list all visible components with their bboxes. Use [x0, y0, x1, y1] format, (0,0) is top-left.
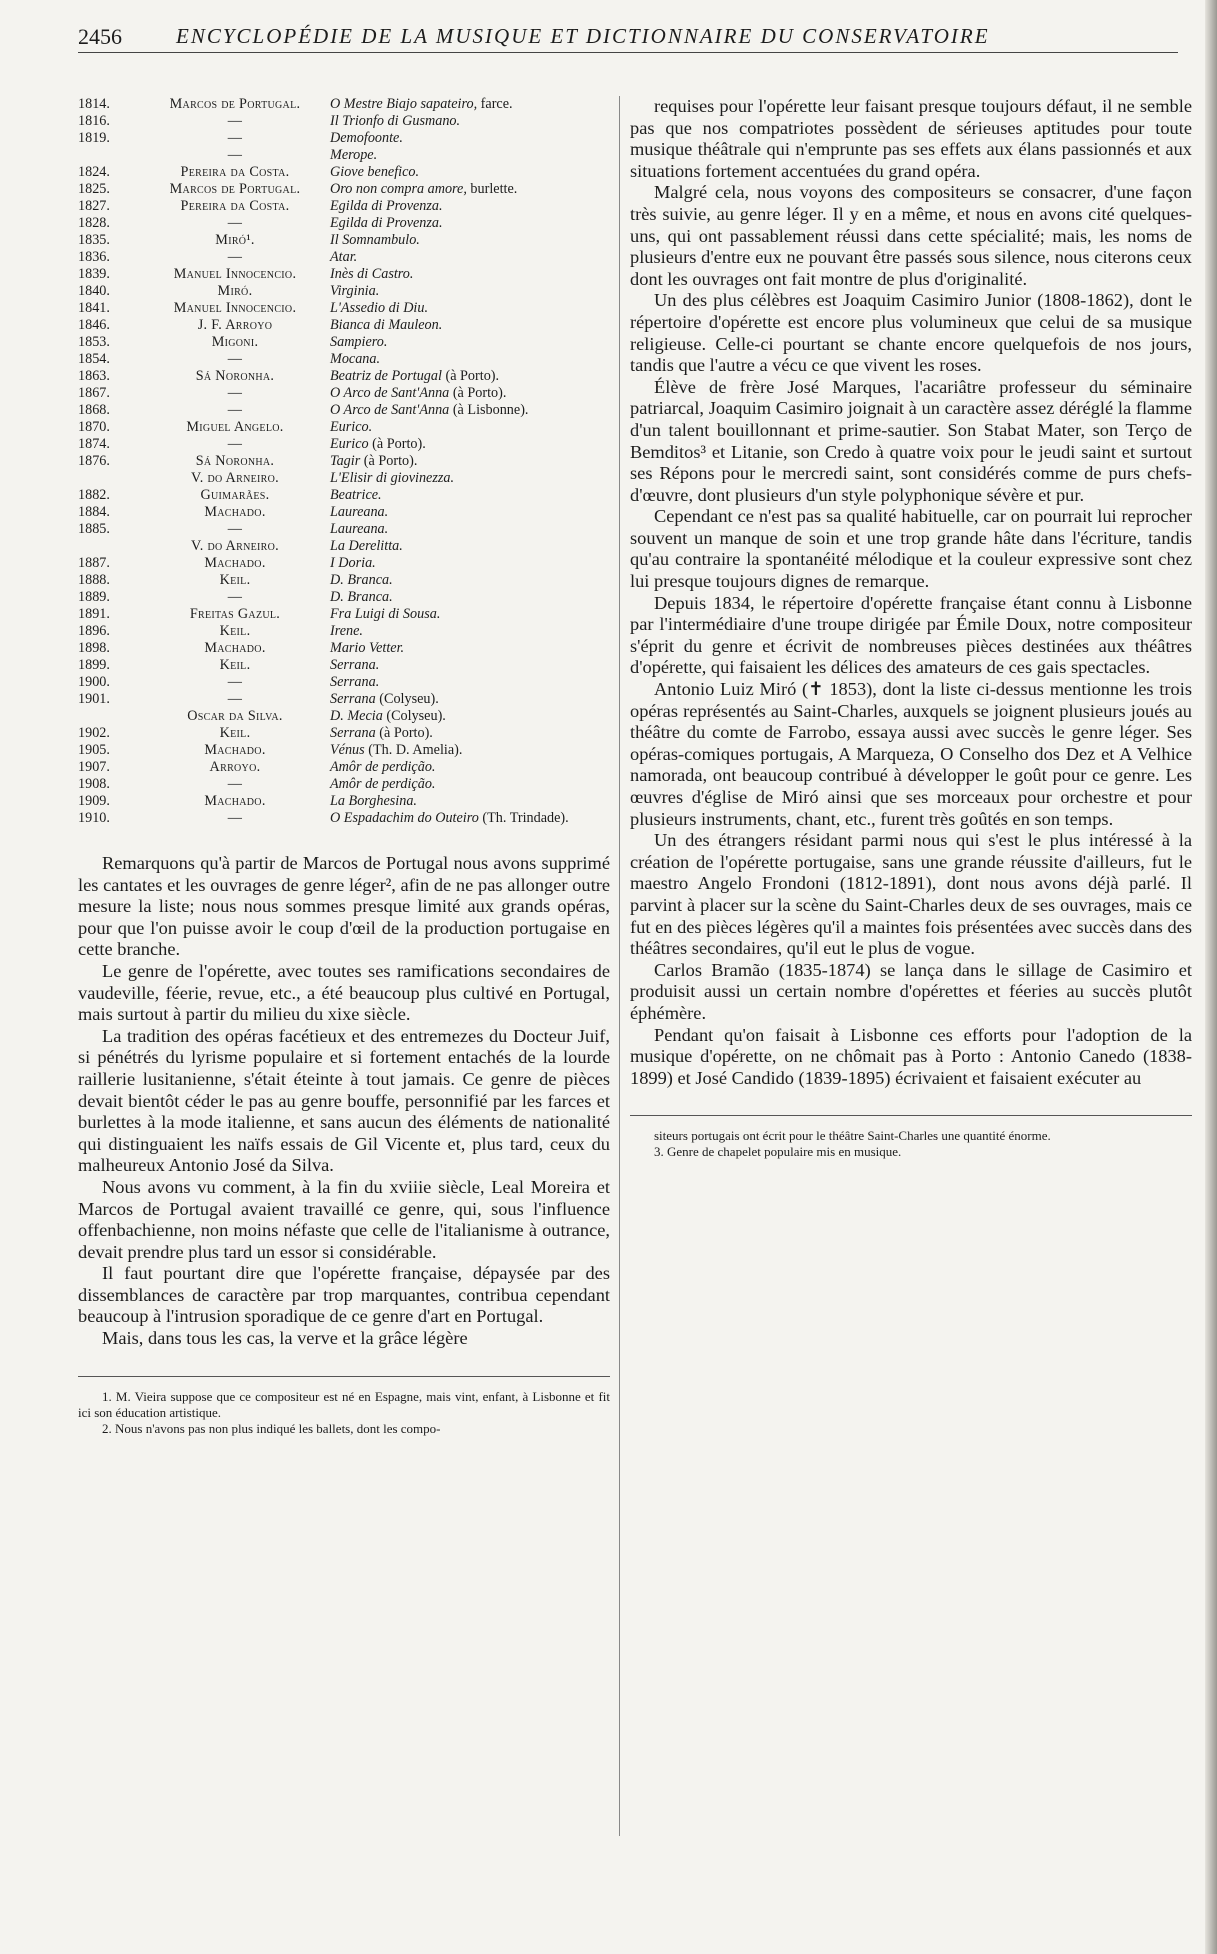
- work-title-cell: [330, 572, 610, 589]
- work-year: 1814.: [78, 96, 110, 112]
- work-title: Amôr de perdição.: [330, 776, 436, 792]
- work-title: O Mestre Biajo sapateiro,: [330, 96, 478, 112]
- work-year: 1907.: [78, 759, 110, 775]
- work-composer: Pereira da Costa.: [180, 164, 290, 180]
- work-row: [78, 742, 610, 759]
- work-year: [78, 470, 140, 487]
- work-title: Amôr de perdição.: [330, 759, 436, 775]
- work-title-cell: [330, 351, 610, 368]
- work-title-cell: [330, 164, 610, 181]
- work-note: (Colyseu).: [375, 691, 439, 707]
- paragraph: Cependant ce n'est pas sa qualité habituelle, car on pourrait lui reprocher souvent un manque de soin et une trop grande hâte dans l'écriture, tandis qu'au contraire la spontanéité mélodique et la couleur expressive sont chez lui presque toujours dignes de remarque.: [630, 506, 1192, 592]
- work-composer: —: [227, 113, 243, 129]
- work-title: Demofoonte.: [330, 130, 403, 146]
- work-title-cell: [330, 487, 610, 504]
- work-row: [78, 334, 610, 351]
- work-composer: Manuel Innocencio.: [173, 266, 297, 282]
- work-row: [78, 708, 610, 725]
- page-number: 2456: [78, 24, 122, 49]
- work-year: 1898.: [78, 640, 110, 656]
- work-title-cell: [330, 249, 610, 266]
- work-composer: —: [227, 249, 243, 265]
- work-row: [78, 776, 610, 793]
- work-title: Virginia.: [330, 283, 380, 299]
- work-title-cell: [330, 810, 610, 827]
- page-edge-shadow: [1205, 0, 1217, 1954]
- work-title-cell: [330, 113, 610, 130]
- work-row: [78, 317, 610, 334]
- work-composer: Machado.: [204, 504, 266, 520]
- work-composer: Machado.: [204, 742, 266, 758]
- work-row: [78, 810, 610, 827]
- work-composer: —: [227, 147, 243, 163]
- work-row: [78, 283, 610, 300]
- work-title-cell: [330, 198, 610, 215]
- work-composer: Manuel Innocencio.: [173, 300, 297, 316]
- work-year: 1854.: [78, 351, 110, 367]
- work-title: La Borghesina.: [330, 793, 417, 809]
- work-title: Eurico: [330, 436, 369, 452]
- work-year: 1839.: [78, 266, 110, 282]
- work-composer: Freitas Gazul.: [189, 606, 281, 622]
- work-year: 1824.: [78, 164, 110, 180]
- work-title-cell: [330, 266, 610, 283]
- work-row: [78, 232, 610, 249]
- work-year: [78, 708, 140, 725]
- work-row: [78, 555, 610, 572]
- work-title-cell: [330, 453, 610, 470]
- work-row: [78, 385, 610, 402]
- work-row: [78, 351, 610, 368]
- work-title-cell: [330, 521, 610, 538]
- work-composer: Marcos de Portugal.: [169, 181, 301, 197]
- work-title: Eurico.: [330, 419, 373, 435]
- work-title-cell: [330, 674, 610, 691]
- work-year: 1867.: [78, 385, 110, 401]
- work-title: La Derelitta.: [330, 538, 403, 554]
- work-row: [78, 504, 610, 521]
- work-title-cell: [330, 759, 610, 776]
- work-title: I Doria.: [330, 555, 376, 571]
- work-title: O Arco de Sant'Anna: [330, 402, 450, 418]
- work-title: Irene.: [330, 623, 363, 639]
- work-note: burlette.: [466, 181, 518, 197]
- work-title-cell: [330, 402, 610, 419]
- work-year: 1896.: [78, 623, 110, 639]
- work-title-cell: [330, 419, 610, 436]
- work-year: 1816.: [78, 113, 110, 129]
- work-year: 1908.: [78, 776, 110, 792]
- work-row: [78, 759, 610, 776]
- work-composer: Miró¹.: [215, 232, 255, 248]
- work-title: Bianca di Mauleon.: [330, 317, 443, 333]
- work-year: 1901.: [78, 691, 110, 707]
- work-composer: V. do Arneiro.: [191, 470, 279, 486]
- work-row: [78, 725, 610, 742]
- work-composer: V. do Arneiro.: [191, 538, 279, 554]
- work-composer: Sá Noronha.: [195, 453, 275, 469]
- work-title: Il Somnambulo.: [330, 232, 420, 248]
- work-composer: —: [227, 402, 243, 418]
- work-composer: —: [227, 691, 243, 707]
- work-row: [78, 691, 610, 708]
- work-title-cell: [330, 368, 610, 385]
- work-composer: —: [227, 436, 243, 452]
- work-year: 1835.: [78, 232, 110, 248]
- work-title-cell: [330, 215, 610, 232]
- work-title: Serrana.: [330, 657, 380, 673]
- work-title-cell: [330, 708, 610, 725]
- paragraph: Nous avons vu comment, à la fin du xviiie siècle, Leal Moreira et Marcos de Portugal avaient travaillé ce genre, qui, sous l'influence offenbachienne, non moins néfaste que celle de l'italianisme à outrance, devait prendre plus tard un essor si considérable.: [78, 1176, 610, 1262]
- work-year: 1876.: [78, 453, 110, 469]
- work-row: [78, 419, 610, 436]
- work-row: [78, 215, 610, 232]
- work-row: [78, 368, 610, 385]
- work-title-cell: [330, 317, 610, 334]
- work-year: 1870.: [78, 419, 110, 435]
- work-title-cell: [330, 504, 610, 521]
- work-composer: —: [227, 589, 243, 605]
- work-composer: —: [227, 215, 243, 231]
- work-title-cell: [330, 130, 610, 147]
- work-title: O Arco de Sant'Anna: [330, 385, 450, 401]
- work-title: Il Trionfo di Gusmano.: [330, 113, 461, 129]
- work-year: 1874.: [78, 436, 110, 452]
- work-year: [78, 147, 140, 164]
- footnote: 3. Genre de chapelet populaire mis en musique.: [654, 1144, 902, 1160]
- right-footnotes: [630, 1115, 1192, 1160]
- paragraph: Élève de frère José Marques, l'acariâtre professeur du séminaire patriarcal, Joaquim Casimiro joignait à un caractère assez déréglé la flamme d'un talent bouillonnant et prime-sautier. Son Stabat Mater, son Terço de Bemditos³ et Litanie, son Credo à quatre voix pour le jeudi saint et surtout ses Répons pour le mercredi saint, sont considérés comme de purs chefs-d'œuvre, dont plusieurs d'un style polyphonique sévère et pur.: [630, 376, 1192, 505]
- work-title: D. Branca.: [330, 572, 393, 588]
- work-title: Sampiero.: [330, 334, 388, 350]
- paragraph: La tradition des opéras facétieux et des entremezes du Docteur Juif, si pénétrés du lyrisme populaire et si fortement entachés de la lourde raillerie lusitanienne, s'était éteinte à tout jamais. Ce genre de pièces devait bientôt céder le pas au genre bouffe, personnifié par les farces et burlettes à la mode italienne, et sans aucun des éléments de nationalité qui distinguaient les naïfs essais de Gil Vicente et, plus tard, ceux du malheureux Antonio José da Silva.: [78, 1025, 610, 1176]
- work-composer: Miró.: [217, 283, 253, 299]
- work-title-cell: [330, 589, 610, 606]
- work-title-cell: [330, 436, 610, 453]
- paragraph: Antonio Luiz Miró (✝ 1853), dont la liste ci-dessus mentionne les trois opéras représentés au Saint-Charles, auxquels se joignent plusieurs joués au théâtre du comte de Farrobo, essaya aussi avec succès le genre léger. Ses opéras-comiques portugais, A Marqueza, O Conselho dos Dez et A Velhice namorada, ont beaucoup contribué à développer le goût pour ce genre. Les œuvres d'église de Miró ainsi que ses morceaux pour orchestre et pour plusieurs instruments, chant, etc., furent très goûtés en son temps.: [630, 679, 1192, 829]
- work-title: Merope.: [330, 147, 378, 163]
- work-year: 1840.: [78, 283, 110, 299]
- footnote: 1. M. Vieira suppose que ce compositeur est né en Espagne, mais vint, enfant, à Lisbonne et fit ici son éducation artistique.: [78, 1388, 610, 1420]
- work-composer: —: [227, 521, 243, 537]
- work-title-cell: [330, 742, 610, 759]
- work-title-cell: [330, 776, 610, 793]
- right-body-text: [630, 96, 1192, 1089]
- running-title: ENCYCLOPÉDIE DE LA MUSIQUE ET DICTIONNAIRE DU CONSERVATOIRE: [176, 24, 990, 48]
- work-row: [78, 657, 610, 674]
- work-year: 1868.: [78, 402, 110, 418]
- work-year: 1819.: [78, 130, 110, 146]
- work-row: [78, 606, 610, 623]
- work-composer: Keil.: [219, 657, 251, 673]
- work-title: Mocana.: [330, 351, 381, 367]
- work-row: [78, 300, 610, 317]
- work-composer: Miguel Angelo.: [186, 419, 284, 435]
- left-column: [78, 96, 610, 1437]
- paragraph: Le genre de l'opérette, avec toutes ses ramifications secondaires de vaudeville, féerie, revue, etc., a été beaucoup plus cultivé en Portugal, mais surtout à partir du milieu du xixe siècle.: [78, 960, 610, 1025]
- work-title: Egilda di Provenza.: [330, 215, 443, 231]
- paragraph: Il faut pourtant dire que l'opérette française, dépaysée par des dissemblances de caractère par trop marquantes, contribua cependant beaucoup à l'intrusion sporadique de ce genre d'art en Portugal.: [78, 1263, 610, 1327]
- work-row: [78, 402, 610, 419]
- work-title: Laureana.: [330, 504, 389, 520]
- work-composer: —: [227, 385, 243, 401]
- work-row: [78, 147, 610, 164]
- work-row: [78, 130, 610, 147]
- work-year: 1910.: [78, 810, 110, 826]
- work-row: [78, 623, 610, 640]
- work-composer: —: [227, 351, 243, 367]
- work-title: Serrana: [330, 691, 376, 707]
- footnote: siteurs portugais ont écrit pour le théâtre Saint-Charles une quantité énorme.: [654, 1128, 1051, 1144]
- work-composer: —: [227, 674, 243, 690]
- running-header: [78, 18, 1178, 53]
- work-composer: Machado.: [204, 555, 266, 571]
- work-composer: Sá Noronha.: [195, 368, 275, 384]
- work-title: L'Elisir di giovinezza.: [330, 470, 455, 486]
- work-note: (à Lisbonne).: [449, 402, 529, 418]
- work-note: (Colyseu).: [382, 708, 446, 724]
- work-title-cell: [330, 283, 610, 300]
- work-note: (à Porto).: [360, 453, 418, 469]
- work-title-cell: [330, 300, 610, 317]
- work-title-cell: [330, 555, 610, 572]
- paragraph: Pendant qu'on faisait à Lisbonne ces efforts pour l'adoption de la musique d'opérette, on ne chômait pas à Porto : Antonio Canedo (1838-1899) et José Candido (1839-1895) écrivaient et faisaient exécuter au: [630, 1024, 1192, 1088]
- work-row: [78, 436, 610, 453]
- work-year: 1828.: [78, 215, 110, 231]
- work-composer: Keil.: [219, 572, 251, 588]
- footnote: 2. Nous n'avons pas non plus indiqué les ballets, dont les compo-: [102, 1420, 441, 1436]
- work-composer: Pereira da Costa.: [180, 198, 290, 214]
- work-composer: —: [227, 130, 243, 146]
- work-composer: Machado.: [204, 640, 266, 656]
- work-note: (à Porto).: [368, 436, 426, 452]
- work-row: [78, 589, 610, 606]
- work-title: Beatrice.: [330, 487, 382, 503]
- right-column: [630, 96, 1192, 1160]
- work-title-cell: [330, 538, 610, 555]
- work-composer: Oscar da Silva.: [187, 708, 283, 724]
- work-title: Laureana.: [330, 521, 389, 537]
- work-year: 1827.: [78, 198, 110, 214]
- paragraph: Remarquons qu'à partir de Marcos de Portugal nous avons supprimé les cantates et les ouvrages de genre léger², afin de ne pas allonger outre mesure la liste; nous nous sommes presque limité aux grands opéras, pour que l'on puisse avoir le coup d'œil de la production portugaise en cette branche.: [78, 853, 610, 960]
- work-year: 1891.: [78, 606, 110, 622]
- works-table: [78, 96, 610, 827]
- work-title: Mario Vetter.: [330, 640, 405, 656]
- work-row: [78, 113, 610, 130]
- work-composer: Machado.: [204, 793, 266, 809]
- work-title-cell: [330, 385, 610, 402]
- work-year: 1885.: [78, 521, 110, 537]
- work-row: [78, 487, 610, 504]
- work-title-cell: [330, 657, 610, 674]
- work-year: 1884.: [78, 504, 110, 520]
- work-title-cell: [330, 606, 610, 623]
- work-year: 1887.: [78, 555, 110, 571]
- work-title: Egilda di Provenza.: [330, 198, 443, 214]
- work-year: 1846.: [78, 317, 110, 333]
- work-composer: Migoni.: [211, 334, 259, 350]
- work-title-cell: [330, 793, 610, 810]
- work-row: [78, 538, 610, 555]
- work-row: [78, 164, 610, 181]
- work-year: 1888.: [78, 572, 110, 588]
- work-year: 1825.: [78, 181, 110, 197]
- paragraph: Un des étrangers résidant parmi nous qui s'est le plus intéressé à la création de l'opérette portugaise, sans une grande réussite d'ailleurs, fut le maestro Angelo Frondoni (1812-1891), dont nous avons déjà parlé. Il parvint à placer sur la scène du Saint-Charles deux de ses ouvrages, mais ce fut en des pièces légères qu'il a maintes fois présentées avec succès dans des théâtres secondaires, qu'il eut le plus de vogue.: [630, 830, 1192, 959]
- work-year: 1882.: [78, 487, 110, 503]
- paragraph: Mais, dans tous les cas, la verve et la grâce légère: [102, 1328, 468, 1349]
- work-note: (Th. Trindade).: [478, 810, 569, 826]
- work-year: 1900.: [78, 674, 110, 690]
- work-row: [78, 181, 610, 198]
- work-title-cell: [330, 623, 610, 640]
- work-row: [78, 521, 610, 538]
- work-title: Serrana: [330, 725, 376, 741]
- left-footnotes: [78, 1376, 610, 1437]
- work-title: Beatriz de Portugal: [330, 368, 442, 384]
- work-note: (à Porto).: [441, 368, 500, 384]
- work-row: [78, 793, 610, 810]
- work-year: 1863.: [78, 368, 110, 384]
- work-year: [78, 538, 140, 555]
- work-row: [78, 572, 610, 589]
- work-year: 1841.: [78, 300, 110, 316]
- work-note: (à Porto).: [449, 385, 507, 401]
- work-year: 1853.: [78, 334, 110, 350]
- work-title: Oro non compra amore,: [330, 181, 467, 197]
- work-row: [78, 674, 610, 691]
- work-composer: J. F. Arroyo: [197, 317, 273, 333]
- work-row: [78, 96, 610, 113]
- work-note: (Th. D. Amelia).: [364, 742, 463, 758]
- work-title: Inès di Castro.: [330, 266, 414, 282]
- work-title: Atar.: [330, 249, 358, 265]
- work-composer: Keil.: [219, 725, 251, 741]
- work-row: [78, 640, 610, 657]
- work-title-cell: [330, 96, 610, 113]
- work-title-cell: [330, 725, 610, 742]
- work-year: 1909.: [78, 793, 110, 809]
- work-title: Vénus: [330, 742, 365, 758]
- paragraph: Depuis 1834, le répertoire d'opérette française étant connu à Lisbonne par l'intermédiaire d'une troupe dirigée par Émile Doux, notre compositeur s'éprit du genre et écrivit de nombreuses pièces destinées aux théâtres d'opérette, qui faisaient les délices des amateurs de ces gais spectacles.: [630, 592, 1192, 678]
- paragraph: Carlos Bramão (1835-1874) se lança dans le sillage de Casimiro et produisit aussi un certain nombre d'opérettes et féeries au succès plutôt éphémère.: [630, 959, 1192, 1023]
- work-year: 1899.: [78, 657, 110, 673]
- left-body-text: [78, 853, 610, 1350]
- work-title: D. Branca.: [330, 589, 393, 605]
- paragraph: Un des plus célèbres est Joaquim Casimiro Junior (1808-1862), dont le répertoire d'opérette est encore plus volumineux que celui de sa musique religieuse. Celle-ci pourtant se chante encore quelquefois de nos jours, tandis que l'autre a vécu ce que vivent les roses.: [630, 290, 1192, 376]
- work-composer: Arroyo.: [209, 759, 261, 775]
- work-year: 1836.: [78, 249, 110, 265]
- work-title: Serrana.: [330, 674, 380, 690]
- work-title-cell: [330, 147, 610, 164]
- work-row: [78, 249, 610, 266]
- work-composer: Keil.: [219, 623, 251, 639]
- work-title-cell: [330, 334, 610, 351]
- work-composer: —: [227, 776, 243, 792]
- work-year: 1905.: [78, 742, 110, 758]
- column-divider: [619, 96, 620, 1836]
- work-title-cell: [330, 232, 610, 249]
- work-year: 1889.: [78, 589, 110, 605]
- work-year: 1902.: [78, 725, 110, 741]
- work-row: [78, 453, 610, 470]
- work-title: Fra Luigi di Sousa.: [330, 606, 441, 622]
- work-title: Giove benefico.: [330, 164, 420, 180]
- paragraph: Malgré cela, nous voyons des compositeurs se consacrer, d'une façon très suivie, au genre léger. Il y en a même, et nous en avons cité quelques-uns, qui ont passablement réussi dans cette spécialité; mais, les noms de plusieurs d'entre eux ne pouvant être passés sous silence, nous citerons ceux dont les ouvrages ont fait montre de plus d'originalité.: [630, 182, 1192, 289]
- work-title-cell: [330, 470, 610, 487]
- work-title-cell: [330, 181, 610, 198]
- work-title: D. Mecia: [330, 708, 383, 724]
- work-composer: —: [227, 810, 243, 826]
- work-note: farce.: [477, 96, 513, 112]
- paragraph: requises pour l'opérette leur faisant presque toujours défaut, il ne semble pas que nos compatriotes possèdent de sérieuses aptitudes pour toute musique théâtrale qui n'emprunte pas ses effets aux élans passionnés et aux situations fortement accentuées du grand opéra.: [630, 96, 1192, 181]
- work-row: [78, 198, 610, 215]
- work-composer: Guimarães.: [200, 487, 270, 503]
- work-row: [78, 266, 610, 283]
- work-title: O Espadachim do Outeiro: [330, 810, 479, 826]
- work-composer: Marcos de Portugal.: [169, 96, 301, 112]
- work-title-cell: [330, 640, 610, 657]
- work-title: L'Assedio di Diu.: [330, 300, 429, 316]
- work-note: (à Porto).: [375, 725, 433, 741]
- work-title-cell: [330, 691, 610, 708]
- work-row: [78, 470, 610, 487]
- work-title: Tagir: [330, 453, 361, 469]
